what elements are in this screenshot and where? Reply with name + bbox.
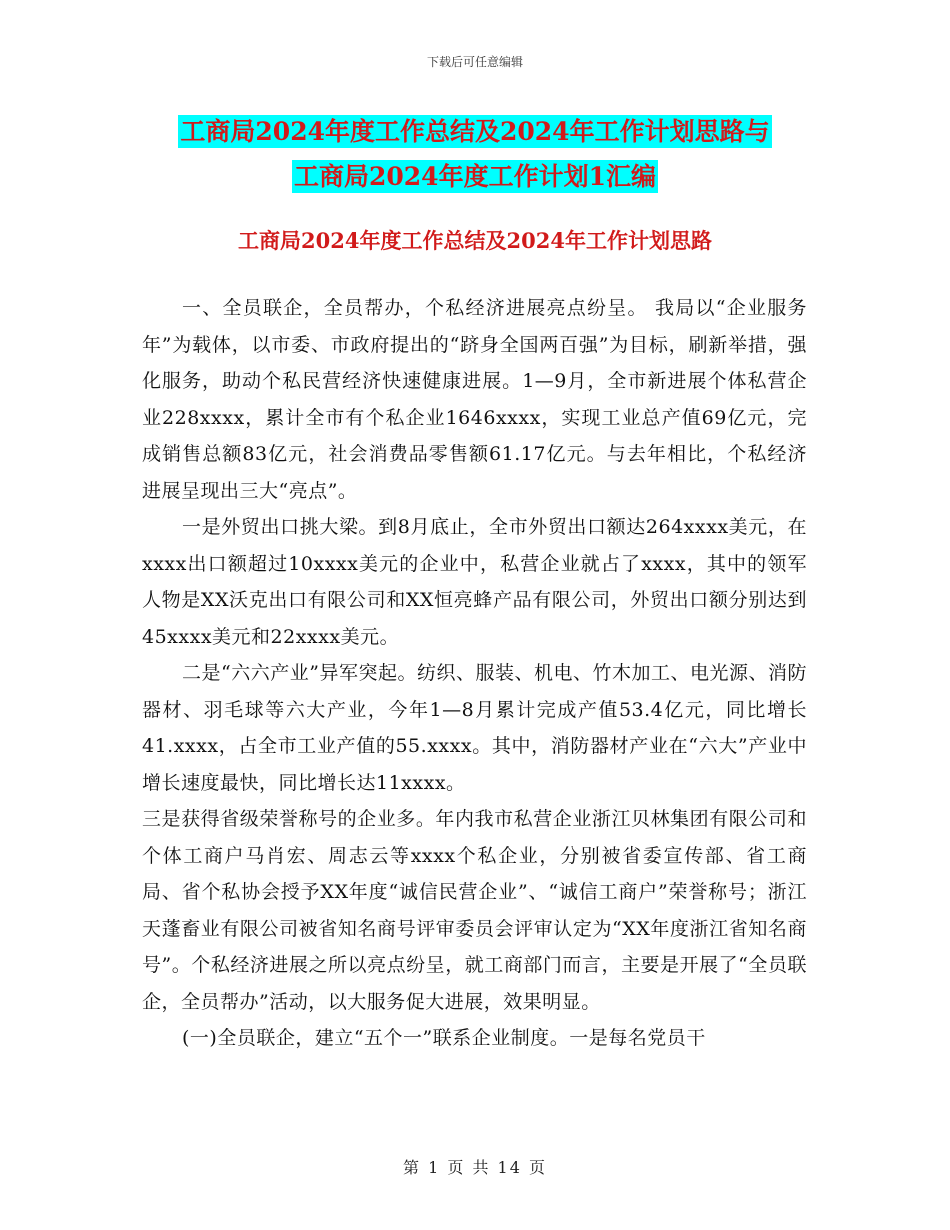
document-body: [142, 290, 807, 1057]
page-footer: 第 1 页 共 14 页: [403, 1158, 547, 1177]
main-title-line-2-text: 工商局2024年度工作计划1汇编: [294, 162, 656, 191]
paragraph: 一是外贸出口挑大梁。到8月底止，全市外贸出口额达264xxxx美元，在xxxx出口额超过10xxxx美元的企业中，私营企业就占了xxxx，其中的领军人物是XX沃克出口有限公司和XX恒亮蜂产品有限公司，外贸出口额分别达到45xxxx美元和22xxxx美元。: [142, 516, 807, 648]
paragraph: (一)全员联企，建立“五个一”联系企业制度。一是每名党员干: [182, 1027, 706, 1049]
section-title: 工商局2024年度工作总结及2024年工作计划思路: [238, 228, 712, 253]
paragraph: 三是获得省级荣誉称号的企业多。年内我市私营企业浙江贝林集团有限公司和个体工商户马肖宏、周志云等xxxx个私企业，分别被省委宣传部、省工商局、省个私协会授予XX年度“诚信民营企业”、“诚信工商户”荣誉称号；浙江天蓬畜业有限公司被省知名商号评审委员会评审认定为“XX年度浙江省知名商号”。个私经济进展之所以亮点纷呈，就工商部门而言，主要是开展了“全员联企，全员帮办”活动，以大服务促大进展，效果明显。: [142, 808, 807, 1013]
paragraph: 二是“六六产业”异军突起。纺织、服装、机电、竹木加工、电光源、消防器材、羽毛球等六大产业，今年1—8月累计完成产值53.4亿元，同比增长41.xxxx，占全市工业产值的55.xxxx。其中，消防器材产业在“六大”产业中增长速度最快，同比增长达11xxxx。: [142, 662, 807, 794]
main-title-line-1: [0, 112, 950, 148]
header-note: 下载后可任意编辑: [426, 55, 523, 69]
main-title-line-1-text: 工商局2024年度工作总结及2024年工作计划思路与: [180, 117, 770, 146]
main-title-line-2: [0, 157, 950, 193]
paragraph: 一、全员联企，全员帮办，个私经济进展亮点纷呈。 我局以“企业服务年”为载体，以市委、市政府提出的“跻身全国两百强”为目标，刷新举措，强化服务，助动个私民营经济快速健康进展。1—9月，全市新进展个体私营企业228xxxx，累计全市有个私企业1646xxxx，实现工业总产值69亿元，完成销售总额83亿元，社会消费品零售额61.17亿元。与去年相比，个私经济进展呈现出三大“亮点”。: [142, 297, 807, 502]
